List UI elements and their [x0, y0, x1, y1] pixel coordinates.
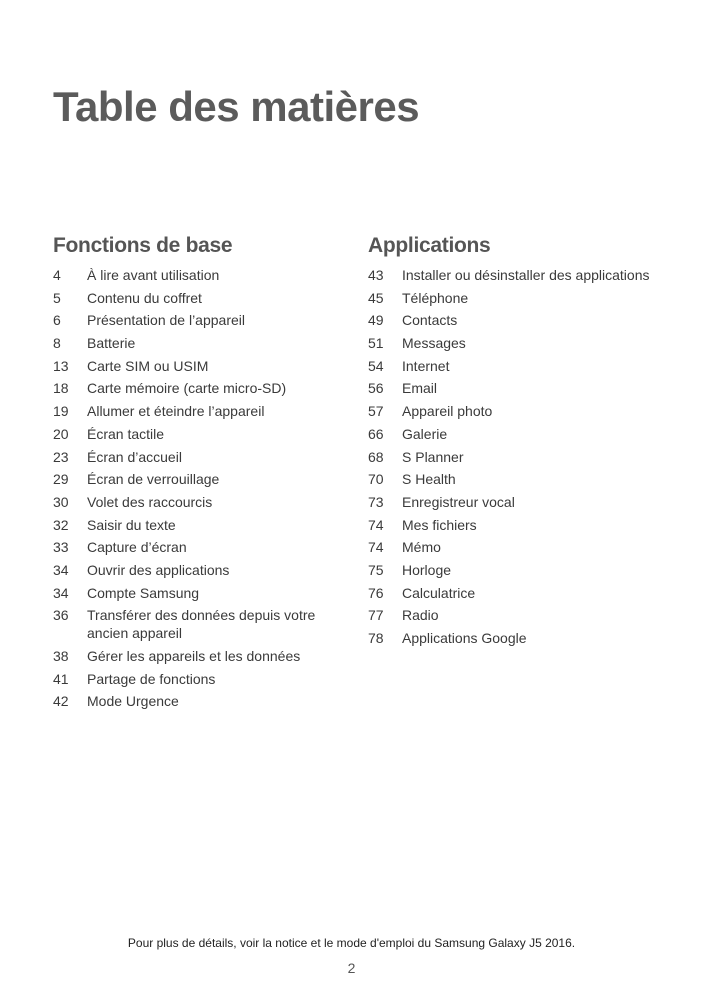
- toc-entry[interactable]: [53, 647, 353, 665]
- toc-entry-title: Enregistreur vocal: [402, 493, 515, 510]
- toc-entry-title: Applications Google: [402, 630, 527, 646]
- toc-page-number: 45: [368, 289, 384, 306]
- toc-page-number: 13: [53, 357, 69, 374]
- toc-page-number: 6: [53, 312, 61, 329]
- toc-entry-title: Mes fichiers: [402, 516, 477, 533]
- toc-entry-title: Ouvrir des applications: [87, 561, 230, 578]
- toc-page-number: 78: [368, 630, 384, 646]
- toc-entry[interactable]: [53, 402, 353, 420]
- toc-entry[interactable]: [53, 493, 353, 511]
- toc-entry[interactable]: [368, 629, 688, 647]
- toc-entry-title: Partage de fonctions: [87, 670, 216, 687]
- toc-entry-title: Batterie: [87, 335, 136, 352]
- toc-entry[interactable]: [53, 584, 353, 602]
- toc-entry-title: Écran d’accueil: [87, 448, 182, 465]
- toc-entry-title: Écran tactile: [87, 425, 165, 442]
- toc-entry-title: S Planner: [402, 448, 464, 465]
- toc-entry-title: Installer ou désinstaller des applications: [402, 267, 650, 283]
- toc-entry-title: Compte Samsung: [87, 584, 200, 601]
- toc-entry[interactable]: [53, 670, 353, 688]
- toc-page-number: 34: [53, 584, 69, 601]
- toc-entry-title: S Health: [402, 471, 456, 488]
- toc-entry[interactable]: [368, 311, 688, 329]
- toc-entry[interactable]: [53, 516, 353, 534]
- toc-entry[interactable]: [368, 402, 688, 420]
- toc-entry-title: Carte mémoire (carte micro-SD): [87, 380, 287, 397]
- toc-entry-title: Transférer des données depuis votre ancien appareil: [87, 607, 316, 642]
- toc-page-number: 76: [368, 584, 384, 601]
- toc-entry[interactable]: [368, 425, 688, 443]
- toc-page-number: 54: [368, 357, 384, 374]
- toc-page-number: 74: [368, 539, 384, 556]
- toc-entry[interactable]: [368, 584, 688, 602]
- toc-entry-title: Écran de verrouillage: [87, 471, 220, 488]
- toc-page-number: 68: [368, 448, 384, 465]
- toc-entry-title: À lire avant utilisation: [87, 267, 220, 283]
- toc-entry[interactable]: [368, 357, 688, 375]
- toc-entry[interactable]: [53, 692, 353, 710]
- toc-entry-title: Galerie: [402, 425, 448, 442]
- toc-entry[interactable]: [368, 289, 688, 307]
- toc-entry[interactable]: [368, 493, 688, 511]
- toc-entry-title: Capture d’écran: [87, 539, 187, 556]
- toc-entry-title: Carte SIM ou USIM: [87, 357, 209, 374]
- section-heading: Applications: [368, 234, 491, 257]
- toc-page-number: 33: [53, 539, 69, 556]
- section-heading: Fonctions de base: [53, 234, 233, 257]
- footnote: Pour plus de détails, voir la notice et le mode d'emploi du Samsung Galaxy J5 2016.: [127, 936, 576, 950]
- toc-entry-title: Saisir du texte: [87, 516, 176, 533]
- toc-entry[interactable]: [53, 334, 353, 352]
- toc-page-number: 77: [368, 607, 384, 624]
- toc-entry[interactable]: [368, 516, 688, 534]
- toc-page-number: 56: [368, 380, 384, 397]
- toc-list: [53, 266, 353, 710]
- toc-page-number: 49: [368, 312, 384, 329]
- toc-page-number: 30: [53, 493, 69, 510]
- toc-entry-title: Allumer et éteindre l’appareil: [87, 403, 265, 420]
- toc-entry-title: Gérer les appareils et les données: [87, 648, 301, 664]
- toc-page-number: 43: [368, 267, 384, 283]
- toc-entry[interactable]: [368, 266, 688, 284]
- toc-entry-title: Messages: [402, 335, 466, 352]
- toc-entry[interactable]: [53, 311, 353, 329]
- toc-column-fonctions-de-base: [53, 232, 353, 715]
- toc-entry[interactable]: [53, 266, 353, 284]
- toc-entry[interactable]: [53, 289, 353, 307]
- toc-page-number: 34: [53, 561, 69, 578]
- toc-entry[interactable]: [368, 379, 688, 397]
- toc-entry-title: Mode Urgence: [87, 693, 179, 710]
- toc-page-number: 38: [53, 648, 69, 664]
- toc-entry[interactable]: [368, 606, 688, 624]
- toc-entry[interactable]: [53, 357, 353, 375]
- toc-page-number: 29: [53, 471, 69, 488]
- toc-page-number: 75: [368, 561, 384, 578]
- toc-page-number: 8: [53, 335, 61, 352]
- toc-page-number: 57: [368, 403, 384, 420]
- toc-entry[interactable]: [53, 561, 353, 579]
- toc-entry[interactable]: [53, 470, 353, 488]
- toc-page-number: 20: [53, 425, 69, 442]
- toc-entry-title: Contacts: [402, 312, 458, 329]
- toc-entry-title: Radio: [402, 607, 439, 624]
- toc-entry-title: Calculatrice: [402, 584, 476, 601]
- toc-entry-title: Appareil photo: [402, 403, 493, 420]
- toc-page-number: 74: [368, 516, 384, 533]
- toc-entry-title: Email: [402, 380, 438, 397]
- toc-entry[interactable]: [368, 470, 688, 488]
- toc-entry-title: Contenu du coffret: [87, 289, 202, 306]
- toc-entry-title: Internet: [402, 357, 450, 374]
- toc-entry-title: Téléphone: [402, 289, 469, 306]
- toc-entry[interactable]: [53, 379, 353, 397]
- toc-entry-title: Mémo: [402, 539, 441, 556]
- toc-page-number: 4: [53, 267, 61, 283]
- toc-page-number: 41: [53, 670, 69, 687]
- toc-entry[interactable]: [53, 538, 353, 556]
- toc-page-number: 51: [368, 335, 384, 352]
- toc-entry[interactable]: [53, 448, 353, 466]
- toc-entry[interactable]: [53, 425, 353, 443]
- toc-entry[interactable]: [368, 561, 688, 579]
- toc-entry[interactable]: [53, 606, 353, 642]
- toc-page-number: 5: [53, 289, 61, 306]
- page-title: Table des matières: [53, 83, 420, 130]
- toc-entry-title: Présentation de l’appareil: [87, 312, 245, 329]
- toc-column-applications: [368, 232, 688, 652]
- toc-page-number: 19: [53, 403, 69, 420]
- toc-page-number: 42: [53, 693, 69, 710]
- toc-entry[interactable]: [368, 334, 688, 352]
- toc-page-number: 66: [368, 425, 384, 442]
- toc-page-number: 36: [53, 607, 69, 624]
- toc-entry[interactable]: [368, 448, 688, 466]
- toc-page-number: 23: [53, 448, 69, 465]
- toc-page-number: 70: [368, 471, 384, 488]
- toc-page-number: 73: [368, 493, 384, 510]
- toc-page-number: 18: [53, 380, 69, 397]
- toc-entry-title: Volet des raccourcis: [87, 493, 213, 510]
- toc-list: [368, 266, 688, 647]
- page-number: 2: [347, 960, 356, 976]
- toc-entry-title: Horloge: [402, 561, 452, 578]
- toc-entry[interactable]: [368, 538, 688, 556]
- toc-page-number: 32: [53, 516, 69, 533]
